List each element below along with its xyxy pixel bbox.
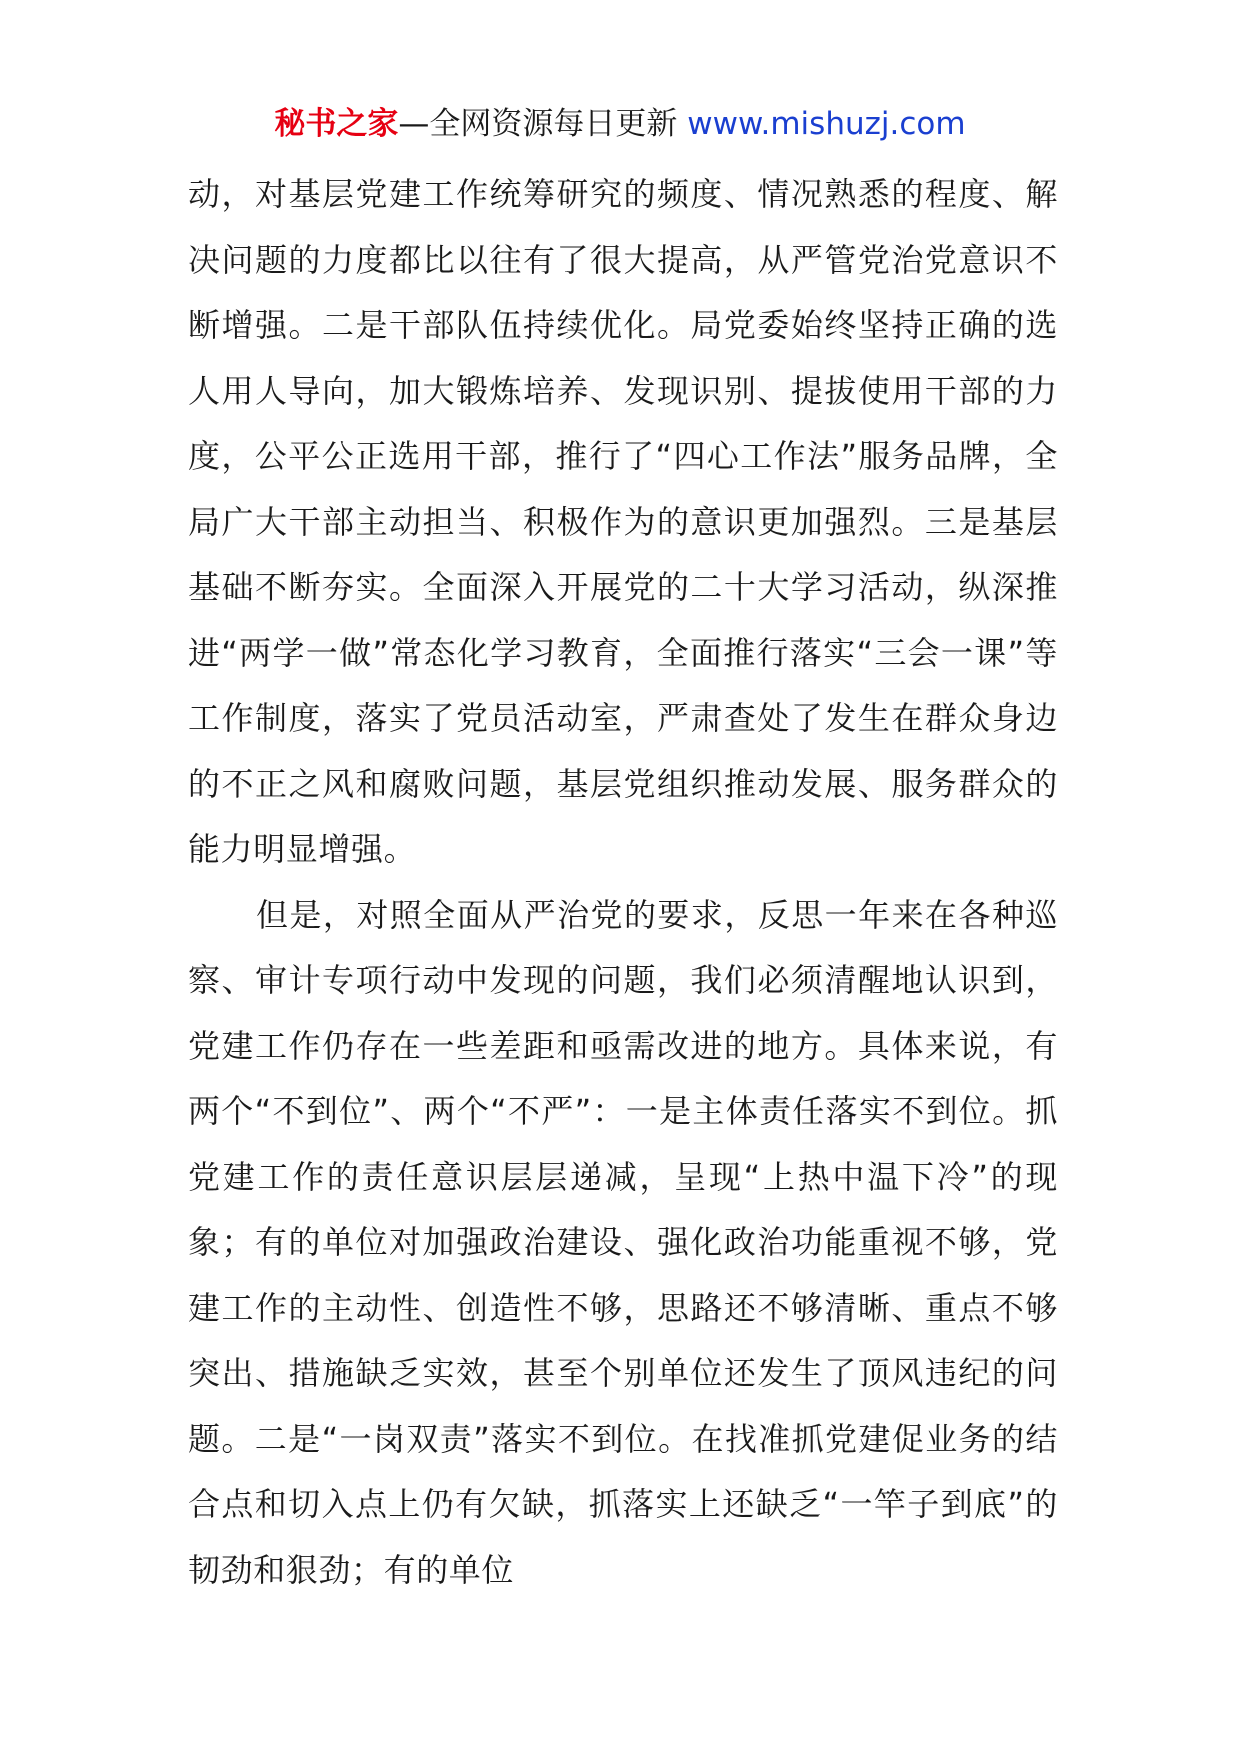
header-url-link[interactable]: www.mishuzj.com — [687, 106, 966, 142]
header-tagline: —全网资源每日更新 — [398, 106, 688, 142]
paragraph-shortcomings: 但是，对照全面从严治党的要求，反思一年来在各种巡察、审计专项行动中发现的问题，我们必须清醒地认识到，党建工作仍存在一些差距和亟需改进的地方。具体来说，有两个“不到位”、两个“不严”：一是主体责任落实不到位。抓党建工作的责任意识层层递减，呈现“上热中温下冷”的现象；有的单位对加强政治建设、强化政治功能重视不够，党建工作的主动性、创造性不够，思路还不够清晰、重点不够突出、措施缺乏实效，甚至个别单位还发生了顶风违纪的问题。二是“一岗双责”落实不到位。在找准抓党建促业务的结合点和切入点上仍有欠缺，抓落实上还缺乏“一竿子到底”的韧劲和狠劲；有的单位 — [188, 895, 1058, 1589]
header-brand: 秘书之家 — [274, 106, 399, 142]
page-header — [0, 102, 1240, 146]
paragraph-continuation: 动，对基层党建工作统筹研究的频度、情况熟悉的程度、解决问题的力度都比以往有了很大提高，从严管党治党意识不断增强。二是干部队伍持续优化。局党委始终坚持正确的选人用人导向，加大锻炼培养、发现识别、提拔使用干部的力度，公平公正选用干部，推行了“四心工作法”服务品牌，全局广大干部主动担当、积极作为的意识更加强烈。三是基层基础不断夯实。全面深入开展党的二十大学习活动，纵深推进“两学一做”常态化学习教育，全面推行落实“三会一课”等工作制度，落实了党员活动室，严肃查处了发生在群众身边的不正之风和腐败问题，基层党组织推动发展、服务群众的能力明显增强。 — [188, 175, 1058, 868]
document-body — [188, 162, 1058, 1603]
